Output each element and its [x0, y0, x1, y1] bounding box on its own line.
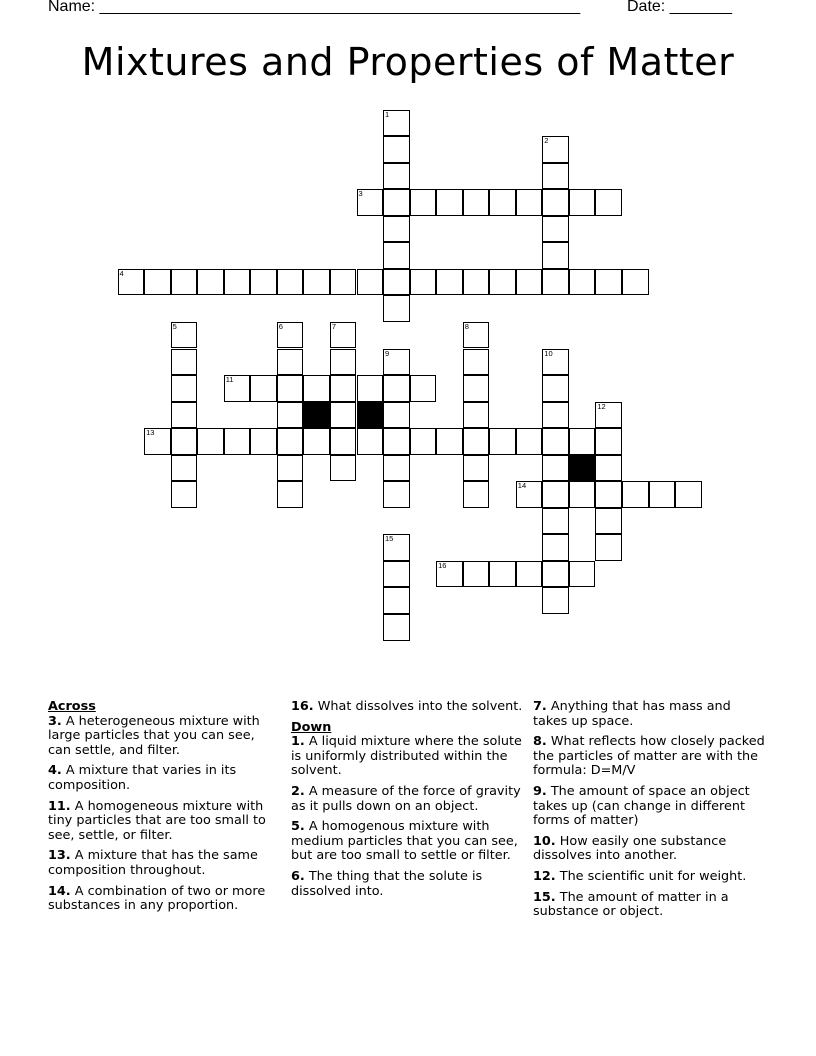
clue-down-2: 2. A measure of the force of gravity as it pulls down on an object. — [291, 783, 521, 814]
crossword-cell[interactable] — [197, 428, 224, 455]
clue-number: 16 — [438, 560, 447, 570]
crossword-cell-input[interactable] — [358, 190, 383, 215]
crossword-cell[interactable] — [383, 216, 410, 243]
crossword-cell-input[interactable] — [304, 429, 329, 454]
crossword-cell[interactable] — [277, 455, 304, 482]
crossword-cell[interactable] — [489, 561, 516, 588]
clue-down-9: 9. The amount of space an object takes up (can change in different forms of matter) — [533, 783, 750, 829]
crossword-cell[interactable] — [542, 269, 569, 296]
crossword-cell[interactable] — [224, 269, 251, 296]
crossword-cell[interactable] — [171, 455, 198, 482]
crossword-cell-input[interactable] — [384, 535, 409, 560]
crossword-cell-input[interactable] — [384, 296, 409, 321]
crossword-cell-input[interactable] — [464, 403, 489, 428]
crossword-cell-input[interactable] — [543, 270, 568, 295]
crossword-cell-input[interactable] — [464, 350, 489, 375]
crossword-cell[interactable] — [383, 269, 410, 296]
crossword-cell-input[interactable] — [490, 429, 515, 454]
crossword-cell-input[interactable] — [411, 270, 436, 295]
crossword-cell-input[interactable] — [172, 350, 197, 375]
crossword-cell-input[interactable] — [358, 270, 383, 295]
crossword-cell-input[interactable] — [517, 429, 542, 454]
crossword-cell[interactable] — [383, 242, 410, 269]
clue-number: 8 — [464, 321, 469, 331]
crossword-cell[interactable] — [383, 189, 410, 216]
crossword-cell-input[interactable] — [596, 535, 621, 560]
crossword-cell-input[interactable] — [543, 403, 568, 428]
crossword-cell-input[interactable] — [437, 190, 462, 215]
crossword-cell-input[interactable] — [384, 588, 409, 613]
crossword-cell[interactable] — [542, 534, 569, 561]
crossword-cell-input[interactable] — [464, 190, 489, 215]
crossword-cell-input[interactable] — [543, 137, 568, 162]
clue-number: 2 — [544, 136, 549, 146]
crossword-cell[interactable] — [357, 189, 384, 216]
crossword-cell[interactable] — [542, 561, 569, 588]
crossword-cell-input[interactable] — [596, 190, 621, 215]
crossword-cell[interactable] — [330, 322, 357, 349]
across-heading: Across — [48, 699, 96, 714]
crossword-cell[interactable] — [516, 481, 543, 508]
crossword-cell[interactable] — [383, 349, 410, 376]
clue-number: 14 — [517, 481, 527, 491]
crossword-cell[interactable] — [569, 269, 596, 296]
crossword-cell[interactable] — [383, 534, 410, 561]
crossword-cell-input[interactable] — [304, 270, 329, 295]
clue-number: 1 — [385, 109, 390, 119]
crossword-cell-input[interactable] — [251, 376, 276, 401]
crossword-cell[interactable] — [542, 242, 569, 269]
crossword-cell-input[interactable] — [331, 270, 356, 295]
crossword-cell-input[interactable] — [358, 429, 383, 454]
crossword-cell[interactable] — [516, 269, 543, 296]
crossword-cell[interactable] — [622, 269, 649, 296]
crossword-cell-input[interactable] — [517, 562, 542, 587]
crossword-cell-input[interactable] — [596, 509, 621, 534]
crossword-cell[interactable] — [595, 508, 622, 535]
crossword-cell[interactable] — [171, 402, 198, 429]
clue-across-16: 16. What dissolves into the solvent. — [291, 699, 523, 714]
clue-down-10: 10. How easily one substance dissolves into another. — [533, 833, 727, 864]
clue-across-14: 14. A combination of two or more substances in any proportion. — [48, 883, 266, 914]
crossword-cell-input[interactable] — [543, 243, 568, 268]
clue-across-11: 11. A homogeneous mixture with tiny particles that are too small to see, settle, or filter. — [48, 798, 266, 843]
crossword-cell-input[interactable] — [464, 456, 489, 481]
crossword-cell[interactable] — [330, 455, 357, 482]
crossword-cell-input[interactable] — [278, 323, 303, 348]
crossword-cell-input[interactable] — [543, 429, 568, 454]
crossword-cell[interactable] — [463, 349, 490, 376]
clue-across-4: 4. A mixture that varies in its composition. — [48, 763, 237, 793]
crossword-cell-input[interactable] — [570, 482, 595, 507]
crossword-cell[interactable] — [250, 269, 277, 296]
crossword-cell[interactable] — [383, 110, 410, 137]
crossword-cell[interactable] — [463, 322, 490, 349]
crossword-cell-input[interactable] — [251, 270, 276, 295]
crossword-cell[interactable] — [542, 216, 569, 243]
crossword-cell-input[interactable] — [570, 270, 595, 295]
crossword-cell-input[interactable] — [172, 482, 197, 507]
crossword-cell-input[interactable] — [464, 376, 489, 401]
crossword-cell-input[interactable] — [570, 429, 595, 454]
crossword-cell[interactable] — [542, 455, 569, 482]
down-heading: Down — [291, 719, 332, 735]
crossword-cell-input[interactable] — [623, 270, 648, 295]
clue-number: 3 — [358, 189, 363, 199]
crossword-cell[interactable] — [649, 481, 676, 508]
crossword-cell[interactable] — [357, 269, 384, 296]
crossword-cell[interactable] — [330, 428, 357, 455]
crossword-cell-input[interactable] — [304, 376, 329, 401]
crossword-cell-input[interactable] — [331, 429, 356, 454]
clue-number: 4 — [119, 268, 124, 278]
crossword-cell-input[interactable] — [384, 137, 409, 162]
crossword-cell[interactable] — [224, 428, 251, 455]
crossword-cell[interactable] — [542, 587, 569, 614]
crossword-cell-input[interactable] — [384, 270, 409, 295]
crossword-cell[interactable] — [383, 375, 410, 402]
crossword-cell-input[interactable] — [172, 270, 197, 295]
clues-column-2 — [291, 700, 523, 905]
crossword-cell-input[interactable] — [596, 403, 621, 428]
clue-down-1: 1. A liquid mixture where the solute is uniformly distributed within the solvent. — [291, 734, 522, 779]
clue-across-13: 13. A mixture that has the same composition throughout. — [48, 848, 258, 878]
crossword-cell[interactable] — [516, 561, 543, 588]
crossword-cell-input[interactable] — [437, 562, 462, 587]
crossword-cell-input[interactable] — [331, 456, 356, 481]
crossword-cell[interactable] — [542, 508, 569, 535]
crossword-cell[interactable] — [303, 428, 330, 455]
crossword-cell[interactable] — [410, 375, 437, 402]
crossword-cell-input[interactable] — [172, 323, 197, 348]
crossword-cell-input[interactable] — [225, 270, 250, 295]
crossword-cell[interactable] — [277, 269, 304, 296]
date-field[interactable]: Date: _______ — [627, 0, 732, 15]
crossword-cell[interactable] — [171, 481, 198, 508]
crossword-cell-input[interactable] — [384, 111, 409, 136]
crossword-cell[interactable] — [277, 322, 304, 349]
clue-number: 12 — [597, 401, 606, 411]
crossword-cell[interactable] — [383, 136, 410, 163]
crossword-cell[interactable] — [489, 428, 516, 455]
crossword-cell[interactable] — [277, 481, 304, 508]
crossword-cell[interactable] — [383, 587, 410, 614]
crossword-cell-input[interactable] — [437, 429, 462, 454]
crossword-cell[interactable] — [383, 455, 410, 482]
crossword-cell[interactable] — [595, 534, 622, 561]
page-title: Mixtures and Properties of Matter — [81, 40, 735, 84]
crossword-cell[interactable] — [595, 481, 622, 508]
crossword-cell[interactable] — [383, 481, 410, 508]
crossword-cell-input[interactable] — [278, 403, 303, 428]
crossword-cell-input[interactable] — [278, 482, 303, 507]
crossword-cell[interactable] — [250, 375, 277, 402]
crossword-cell-input[interactable] — [331, 350, 356, 375]
crossword-cell-input[interactable] — [464, 270, 489, 295]
crossword-cell[interactable] — [569, 481, 596, 508]
crossword-cell-input[interactable] — [384, 456, 409, 481]
crossword-cell-input[interactable] — [384, 376, 409, 401]
crossword-cell-input[interactable] — [384, 562, 409, 587]
crossword-cell[interactable] — [436, 428, 463, 455]
clue-number: 15 — [385, 534, 394, 544]
crossword-cell[interactable] — [383, 163, 410, 190]
clue-number: 5 — [172, 321, 177, 331]
crossword-cell[interactable] — [489, 189, 516, 216]
crossword-cell[interactable] — [383, 561, 410, 588]
crossword-cell[interactable] — [357, 375, 384, 402]
crossword-cell-input[interactable] — [650, 482, 675, 507]
crossword-cell-input[interactable] — [596, 482, 621, 507]
crossword-block — [303, 402, 330, 429]
name-field[interactable]: Name: ______________________________________________________ — [48, 0, 581, 15]
crossword-cell[interactable] — [171, 269, 198, 296]
crossword-cell-input[interactable] — [384, 164, 409, 189]
clue-down-8: 8. What reflects how closely packed the particles of matter are with the formula: D=M/V — [533, 734, 765, 779]
crossword-cell[interactable] — [118, 269, 145, 296]
crossword-cell[interactable] — [303, 269, 330, 296]
crossword-cell[interactable] — [277, 349, 304, 376]
crossword-cell[interactable] — [595, 269, 622, 296]
crossword-cell-input[interactable] — [198, 429, 223, 454]
crossword-cell-input[interactable] — [490, 270, 515, 295]
crossword-cell-input[interactable] — [172, 456, 197, 481]
crossword-cell[interactable] — [569, 561, 596, 588]
clue-down-7: 7. Anything that has mass and takes up space. — [533, 699, 731, 729]
clues-column-1 — [48, 700, 280, 920]
crossword-cell[interactable] — [383, 428, 410, 455]
crossword-cell[interactable] — [144, 428, 171, 455]
clue-down-6: 6. The thing that the solute is dissolved into. — [291, 868, 483, 899]
crossword-cell[interactable] — [542, 428, 569, 455]
clue-number: 10 — [544, 348, 553, 358]
crossword-cell-input[interactable] — [596, 429, 621, 454]
clue-down-12: 12. The scientific unit for weight. — [533, 868, 747, 884]
crossword-cell-input[interactable] — [384, 190, 409, 215]
crossword-cell[interactable] — [542, 189, 569, 216]
crossword-cell-input[interactable] — [517, 270, 542, 295]
crossword-cell-input[interactable] — [623, 482, 648, 507]
crossword-cell-input[interactable] — [570, 562, 595, 587]
crossword-cell[interactable] — [357, 428, 384, 455]
crossword-cell[interactable] — [330, 269, 357, 296]
clue-across-3: 3. A heterogeneous mixture with large particles that you can see, can settle, and filter. — [48, 713, 260, 758]
crossword-cell[interactable] — [171, 375, 198, 402]
crossword-cell-input[interactable] — [437, 270, 462, 295]
crossword-cell[interactable] — [542, 163, 569, 190]
crossword-cell[interactable] — [171, 349, 198, 376]
crossword-cell[interactable] — [463, 269, 490, 296]
crossword-cell-input[interactable] — [384, 403, 409, 428]
crossword-cell-input[interactable] — [490, 190, 515, 215]
crossword-cell[interactable] — [277, 402, 304, 429]
crossword-cell-input[interactable] — [543, 456, 568, 481]
crossword-cell-input[interactable] — [278, 270, 303, 295]
clue-down-15: 15. The amount of matter in a substance or object. — [533, 889, 729, 920]
crossword-cell-input[interactable] — [464, 562, 489, 587]
crossword-cell-input[interactable] — [384, 350, 409, 375]
crossword-cell[interactable] — [144, 269, 171, 296]
crossword-cell-input[interactable] — [543, 376, 568, 401]
crossword-cell[interactable] — [463, 189, 490, 216]
crossword-cell-input[interactable] — [225, 376, 250, 401]
crossword-cell[interactable] — [463, 561, 490, 588]
crossword-cell-input[interactable] — [464, 429, 489, 454]
crossword-cell-input[interactable] — [543, 164, 568, 189]
clue-number: 7 — [331, 321, 337, 331]
crossword-cell-input[interactable] — [490, 562, 515, 587]
crossword-cell[interactable] — [410, 428, 437, 455]
crossword-cell-input[interactable] — [543, 509, 568, 534]
crossword-cell[interactable] — [410, 189, 437, 216]
crossword-cell[interactable] — [250, 428, 277, 455]
crossword-cell[interactable] — [463, 402, 490, 429]
crossword-cell-input[interactable] — [384, 482, 409, 507]
clue-down-5: 5. A homogenous mixture with medium particles that you can see, but are too small to settle or filter. — [291, 819, 518, 864]
crossword-cell-input[interactable] — [384, 217, 409, 242]
crossword-cell[interactable] — [595, 428, 622, 455]
crossword-cell[interactable] — [171, 428, 198, 455]
crossword-cell[interactable] — [595, 402, 622, 429]
crossword-cell-input[interactable] — [384, 243, 409, 268]
crossword-cell[interactable] — [463, 428, 490, 455]
clue-number: 9 — [385, 348, 390, 358]
clue-number: 6 — [278, 321, 283, 331]
crossword-cell-input[interactable] — [543, 190, 568, 215]
crossword-cell[interactable] — [489, 269, 516, 296]
crossword-cell-input[interactable] — [543, 482, 568, 507]
crossword-cell-input[interactable] — [331, 376, 356, 401]
crossword-cell-input[interactable] — [543, 350, 568, 375]
crossword-cell[interactable] — [330, 349, 357, 376]
crossword-cell-input[interactable] — [172, 403, 197, 428]
crossword-cell-input[interactable] — [676, 482, 701, 507]
crossword-cell-input[interactable] — [278, 429, 303, 454]
crossword-cell-input[interactable] — [278, 456, 303, 481]
crossword-cell-input[interactable] — [145, 429, 170, 454]
crossword-cell-input[interactable] — [331, 403, 356, 428]
crossword-cell[interactable] — [463, 455, 490, 482]
crossword-cell-input[interactable] — [517, 190, 542, 215]
crossword-cell[interactable] — [463, 375, 490, 402]
crossword-cell[interactable] — [569, 189, 596, 216]
crossword-cell[interactable] — [436, 561, 463, 588]
crossword-cell[interactable] — [383, 614, 410, 641]
crossword-cell[interactable] — [622, 481, 649, 508]
crossword-cell-input[interactable] — [543, 217, 568, 242]
crossword-cell[interactable] — [463, 481, 490, 508]
crossword-cell-input[interactable] — [543, 562, 568, 587]
crossword-cell[interactable] — [516, 428, 543, 455]
crossword-cell[interactable] — [436, 269, 463, 296]
crossword-cell[interactable] — [595, 455, 622, 482]
crossword-cell[interactable] — [383, 402, 410, 429]
crossword-cell-input[interactable] — [411, 190, 436, 215]
crossword-block — [357, 402, 384, 429]
crossword-cell[interactable] — [675, 481, 702, 508]
crossword-block — [569, 455, 596, 482]
crossword-cell-input[interactable] — [543, 535, 568, 560]
crossword-cell[interactable] — [410, 269, 437, 296]
crossword-cell-input[interactable] — [358, 376, 383, 401]
crossword-cell-input[interactable] — [172, 429, 197, 454]
crossword-cell-input[interactable] — [543, 588, 568, 613]
crossword-cell-input[interactable] — [198, 270, 223, 295]
crossword-cell-input[interactable] — [225, 429, 250, 454]
crossword-cell[interactable] — [330, 402, 357, 429]
crossword-cell-input[interactable] — [172, 376, 197, 401]
crossword-cell-input[interactable] — [464, 482, 489, 507]
crossword-cell-input[interactable] — [411, 376, 436, 401]
crossword-cell-input[interactable] — [331, 323, 356, 348]
crossword-cell[interactable] — [595, 189, 622, 216]
clue-number: 11 — [225, 375, 234, 384]
crossword-cell[interactable] — [516, 189, 543, 216]
crossword-cell[interactable] — [542, 375, 569, 402]
crossword-cell-input[interactable] — [384, 615, 409, 640]
crossword-cell[interactable] — [542, 481, 569, 508]
crossword-cell[interactable] — [197, 269, 224, 296]
crossword-cell-input[interactable] — [464, 323, 489, 348]
crossword-cell[interactable] — [383, 295, 410, 322]
crossword-cell-input[interactable] — [517, 482, 542, 507]
crossword-cell-input[interactable] — [384, 429, 409, 454]
crossword-cell[interactable] — [277, 375, 304, 402]
clue-number: 13 — [146, 428, 155, 438]
crossword-cell-input[interactable] — [411, 429, 436, 454]
crossword-cell[interactable] — [330, 375, 357, 402]
crossword-cell[interactable] — [303, 375, 330, 402]
crossword-cell[interactable] — [569, 428, 596, 455]
crossword-cell[interactable] — [542, 136, 569, 163]
crossword-cell-input[interactable] — [596, 270, 621, 295]
crossword-cell[interactable] — [224, 375, 251, 402]
crossword-cell[interactable] — [542, 349, 569, 376]
clues-column-3 — [533, 700, 765, 926]
crossword-cell[interactable] — [436, 189, 463, 216]
crossword-cell[interactable] — [171, 322, 198, 349]
crossword-cell-input[interactable] — [278, 350, 303, 375]
crossword-cell-input[interactable] — [145, 270, 170, 295]
crossword-cell[interactable] — [542, 402, 569, 429]
crossword-cell[interactable] — [277, 428, 304, 455]
crossword-cell-input[interactable] — [251, 429, 276, 454]
crossword-cell-input[interactable] — [119, 270, 144, 295]
crossword-cell-input[interactable] — [570, 190, 595, 215]
crossword-cell-input[interactable] — [596, 456, 621, 481]
crossword-cell-input[interactable] — [278, 376, 303, 401]
